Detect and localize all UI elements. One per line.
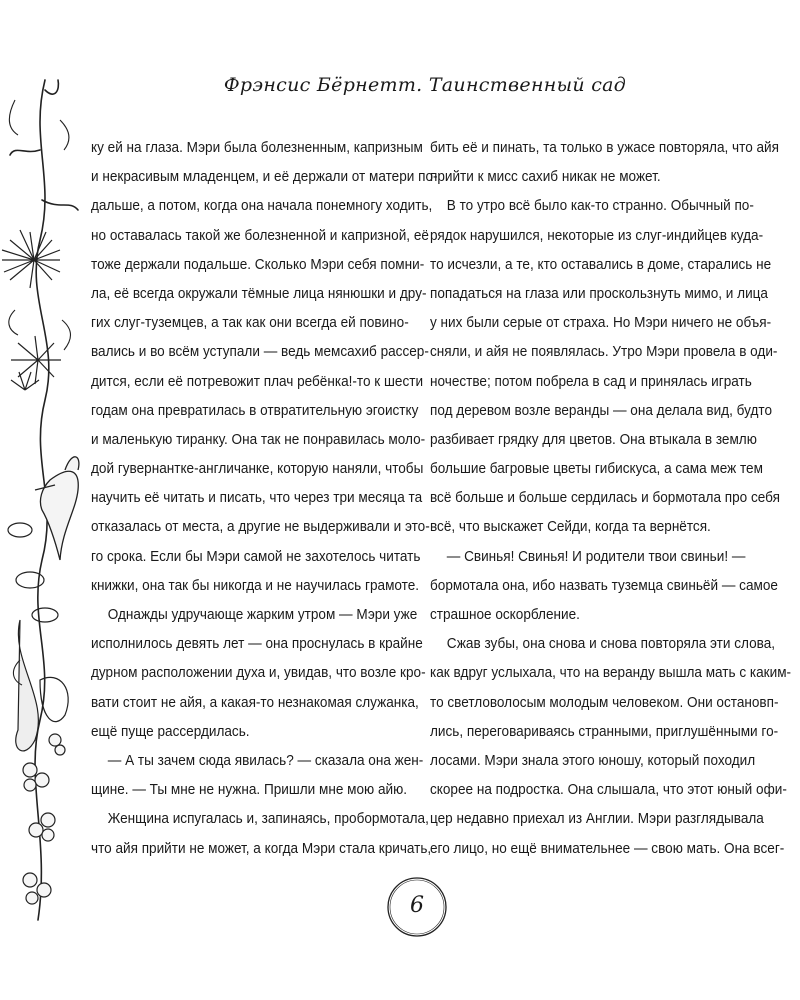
- text-line: годам она превратилась в отвратительную эгоистку: [91, 402, 419, 419]
- text-line: ещё пуще рассердилась.: [91, 723, 250, 740]
- text-column-right: [430, 134, 792, 864]
- text-line: ку ей на глаза. Мэри была болезненным, капризным: [91, 140, 423, 156]
- berry-cluster: [23, 734, 65, 904]
- text-line: бить её и пинать, та только в ужасе повторяла, что айя: [430, 140, 779, 156]
- running-header: Фрэнсис Бёрнетт. Таинственный сад: [223, 74, 627, 96]
- text-line: дой гувернантке-англичанке, которую наняли, чтобы: [91, 461, 424, 478]
- text-line: Женщина испугалась и, запинаясь, пробормотала,: [107, 811, 429, 828]
- text-line: — Свинья! Свинья! И родители твои свиньи! —: [446, 548, 746, 565]
- text-line: под деревом возле веранды — она делала вид, будто: [430, 402, 772, 419]
- text-line: го срока. Если бы Мэри самой не захотелось читать: [91, 548, 421, 565]
- text-line: большие багровые цветы гибискуса, а сама меж тем: [430, 461, 763, 478]
- text-line: что айя прийти не может, а когда Мэри стала кричать,: [91, 840, 432, 857]
- text-line: дурном расположении духа и, увидав, что возле кро-: [91, 665, 426, 682]
- text-line: лосами. Мэри знала этого юношу, который походил: [430, 752, 756, 769]
- text-line: но оставалась такой же болезненной и капризной, её: [91, 227, 429, 244]
- text-line: научить её читать и писать, что через три месяца та: [91, 490, 423, 507]
- text-line: дится, если её потревожит плач ребёнка!-то к шести: [91, 373, 424, 390]
- flower-cluster: [2, 230, 61, 390]
- text-line: ла, её всегда окружали тёмные лица нянюшки и дру-: [91, 285, 427, 302]
- text-line: как вдруг услыхала, что на веранду вышла мать с каким-: [430, 665, 792, 682]
- text-line: отказалась от места, а другие не выдерживали и это-: [91, 519, 430, 536]
- text-line: гих слуг-туземцев, а так как они всегда ей повино-: [91, 315, 409, 332]
- text-line: В то утро всё было как-то странно. Обычный по-: [446, 198, 754, 215]
- text-line: дальше, а потом, когда она начала понемногу ходить,: [91, 198, 433, 215]
- text-line: всё больше и больше сердилась и бормотала про себя: [430, 490, 781, 507]
- text-line: цер недавно приехал из Англии. Мэри разглядывала: [430, 811, 764, 828]
- floral-vine-decoration: [0, 60, 90, 960]
- text-line: сняли, и айя не появлялась. Утро Мэри провела в оди-: [430, 344, 778, 361]
- text-line: то светловолосым молодым человеком. Они остановп-: [430, 694, 779, 711]
- text-line: страшное оскорбление.: [430, 607, 580, 623]
- text-line: исполнилось девять лет — она проснулась в крайне: [91, 636, 423, 653]
- text-line: ночестве; потом побрела в сад и принялась играть: [430, 373, 752, 390]
- text-line: всё, что выскажет Сейди, когда та вернётся.: [430, 519, 711, 536]
- text-line: скорее на подростка. Она слышала, что этот юный офи-: [430, 782, 787, 799]
- text-line: то исчезли, а те, кто оставались в доме, старались не: [430, 256, 772, 273]
- text-line: и некрасивым младенцем, и её держали от матери по-: [91, 169, 438, 186]
- text-line: Однажды удручающе жарким утром — Мэри уже: [107, 607, 418, 623]
- text-column-left: [91, 134, 438, 864]
- text-line: прийти к мисс сахиб никак не может.: [430, 169, 661, 186]
- text-line: разбивает грядку для цветов. Она втыкала в землю: [430, 431, 757, 448]
- text-line: попадаться на глаза или проскользнуть мимо, и лица: [430, 285, 768, 302]
- text-line: книжки, она так бы никогда и не научилась грамоте.: [91, 577, 420, 594]
- text-line: у них были серые от страха. Но Мэри ничего не объя-: [430, 315, 772, 332]
- text-line: Сжав зубы, она снова и снова повторяла эти слова,: [446, 636, 776, 653]
- text-line: вати стоит не айя, а какая-то незнакомая служанка,: [91, 694, 419, 711]
- text-line: рядок нарушился, некоторые из слуг-индийцев куда-: [430, 227, 764, 244]
- hummingbird: [35, 457, 79, 560]
- page-number: 6: [410, 893, 424, 918]
- text-line: вались и во всём уступали — ведь мемсахиб рассер-: [91, 344, 429, 361]
- text-line: — А ты зачем сюда явилась? — сказала она жен-: [107, 752, 424, 769]
- text-line: и маленькую тиранку. Она так не понравилась моло-: [91, 431, 426, 448]
- text-line: его лицо, но ещё внимательнее — свою мать. Она всег-: [430, 840, 785, 857]
- text-line: бормотала она, ибо назвать туземца свиньёй — самое: [430, 577, 778, 594]
- text-line: щине. — Ты мне не нужна. Пришли мне мою айю.: [91, 782, 408, 799]
- text-line: тоже держали подальше. Сколько Мэри себя помни-: [91, 256, 425, 273]
- text-line: лись, переговариваясь странными, приглушёнными го-: [430, 723, 779, 740]
